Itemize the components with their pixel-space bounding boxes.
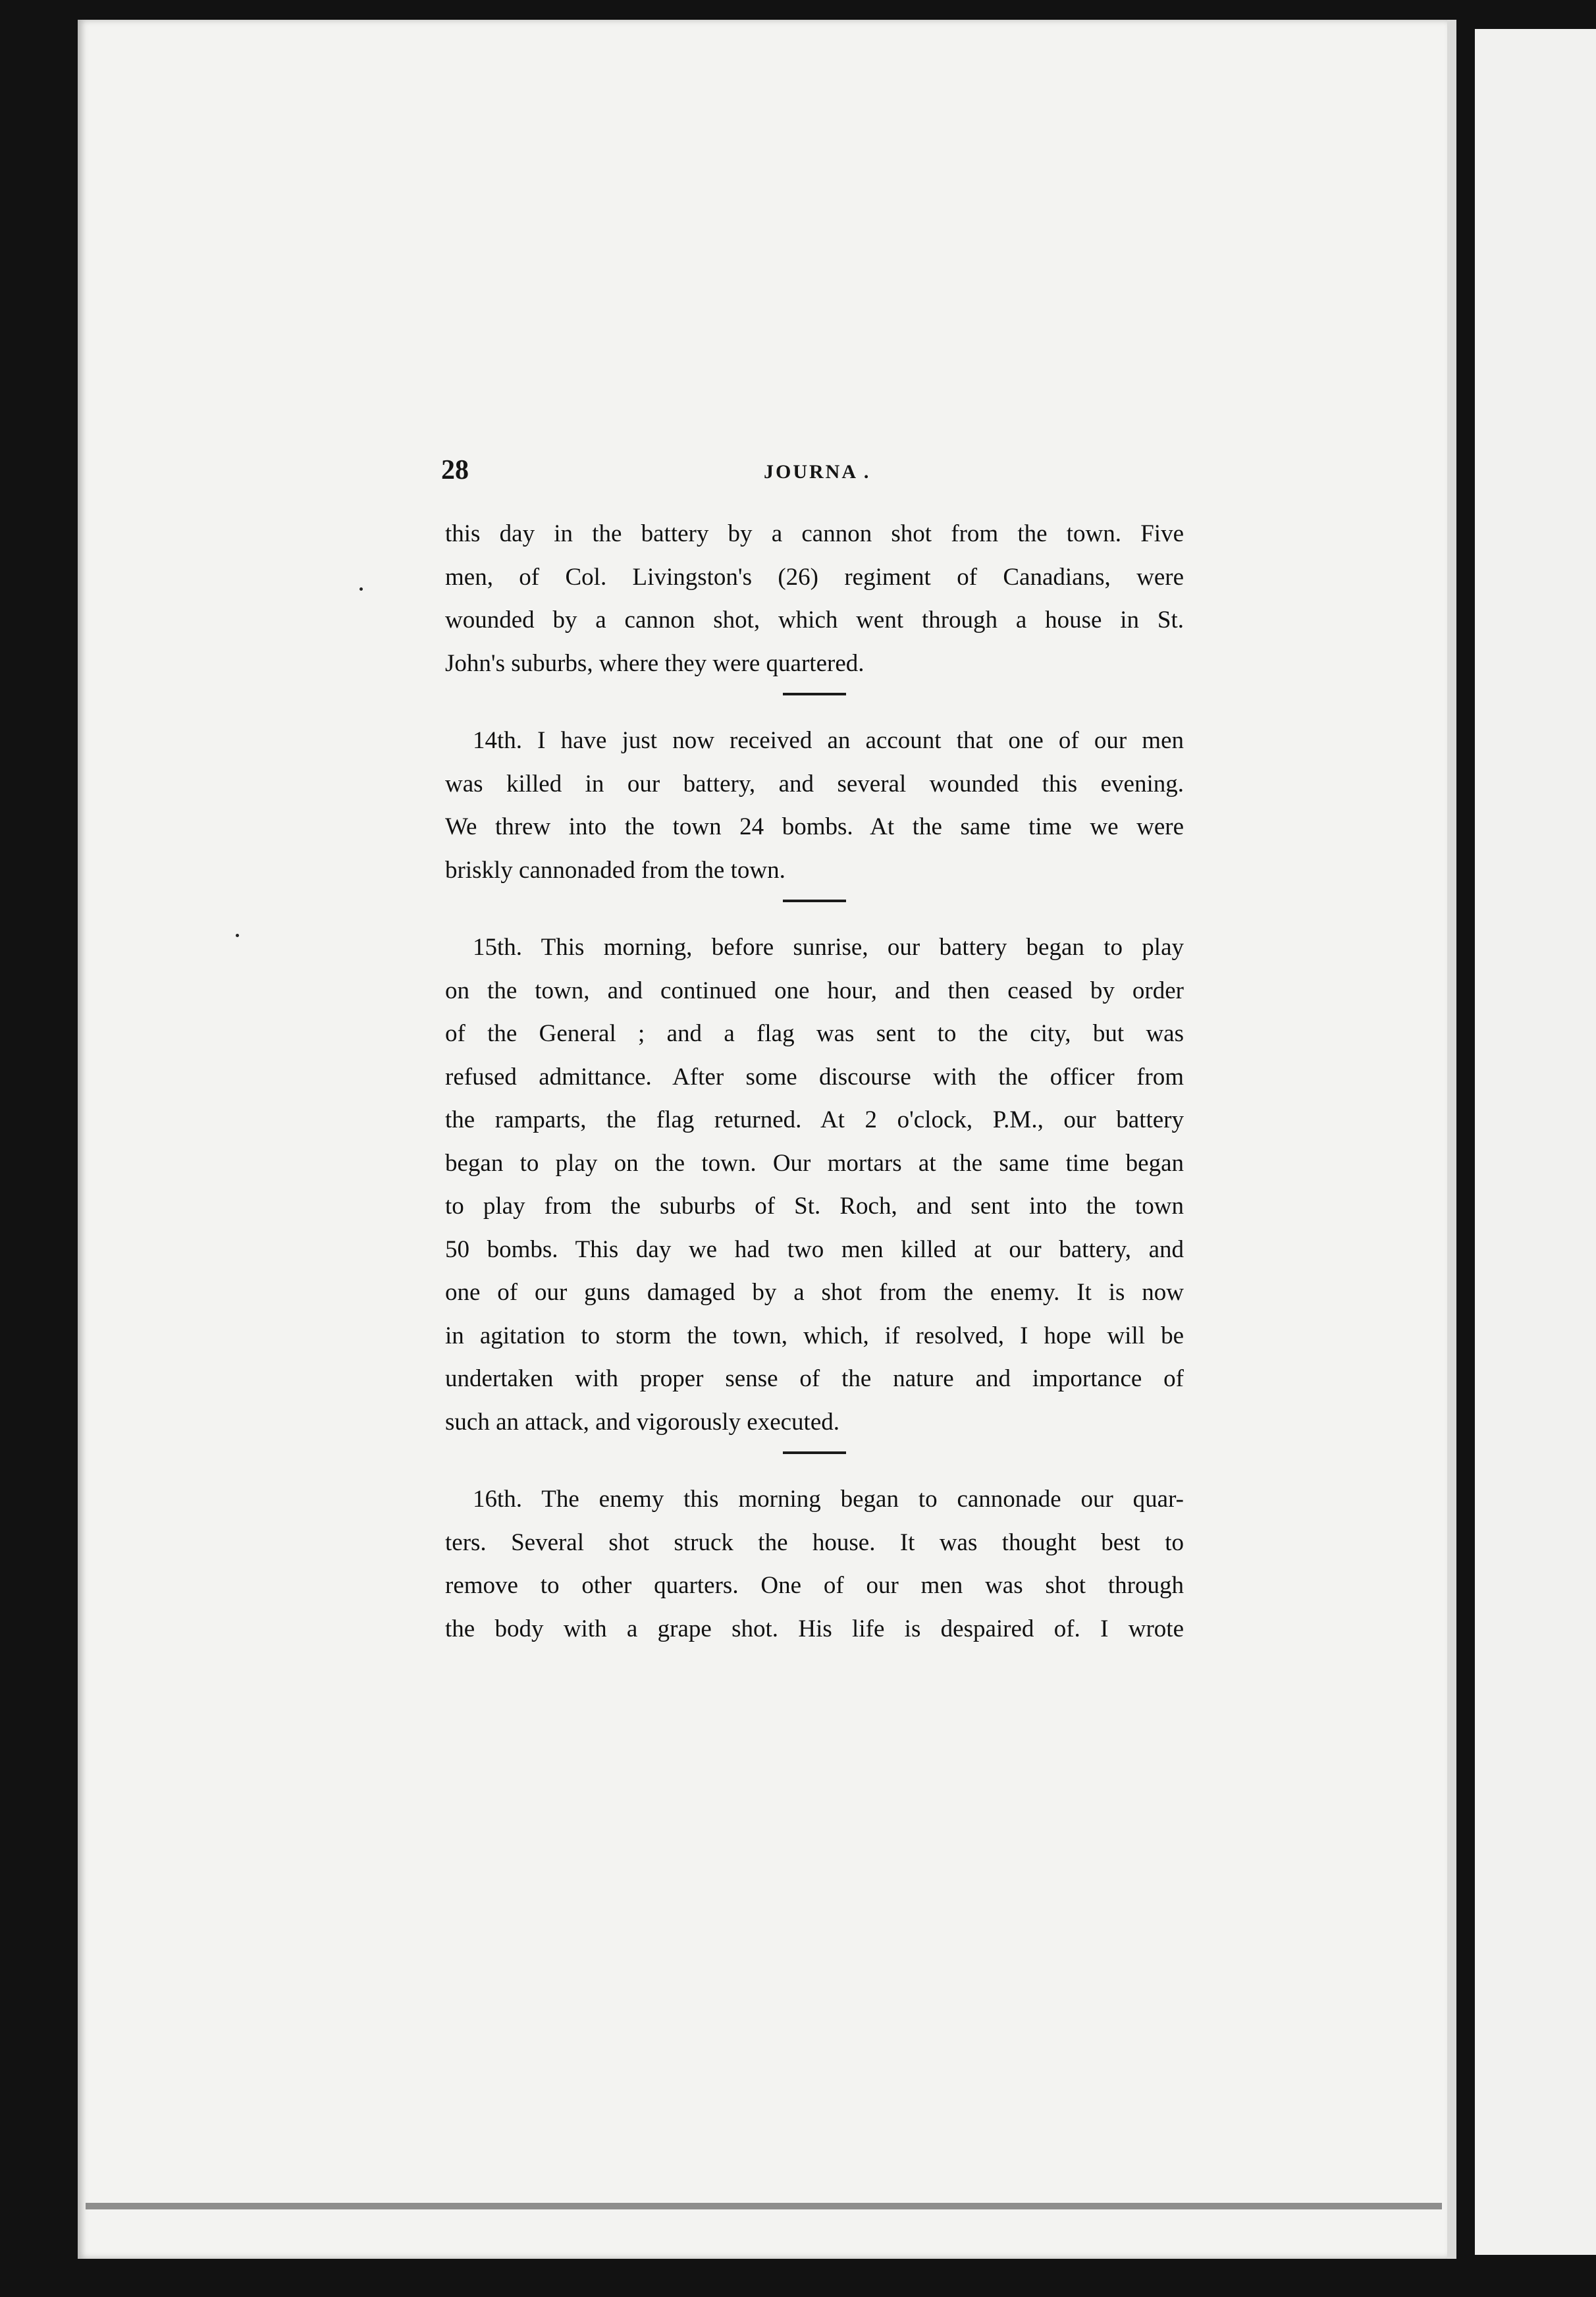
section-divider — [783, 1451, 846, 1454]
page-bottom-edge — [86, 2203, 1442, 2209]
text-line: was killed in our battery, and several wounded this evening. — [445, 770, 1184, 797]
text-line: such an attack, and vigorously executed. — [445, 1408, 839, 1436]
text-line: briskly cannonaded from the town. — [445, 856, 785, 884]
page-number: 28 — [441, 455, 469, 485]
scan-speck — [236, 934, 239, 937]
page-header — [441, 454, 1185, 494]
text-line: 15th. This morning, before sunrise, our battery began to play — [473, 934, 1184, 961]
text-line: of the General ; and a flag was sent to the city, but was — [445, 1020, 1184, 1047]
text-line: 50 bombs. This day we had two men killed at our battery, and — [445, 1235, 1184, 1263]
scan-speck — [359, 587, 363, 591]
text-line: the ramparts, the flag returned. At 2 o'clock, P.M., our battery — [445, 1106, 1184, 1133]
journal-text — [445, 512, 1184, 1650]
text-line: refused admittance. After some discourse with the officer from — [445, 1063, 1184, 1091]
page-edge — [1447, 20, 1456, 2259]
text-line: We threw into the town 24 bombs. At the same time we were — [445, 813, 1184, 840]
text-line: began to play on the town. Our mortars at the same time began — [445, 1149, 1184, 1177]
section-divider — [783, 693, 846, 695]
text-line: remove to other quarters. One of our men was shot through — [445, 1572, 1184, 1599]
text-line: 16th. The enemy this morning began to cannonade our quar- — [473, 1486, 1184, 1513]
text-line: 14th. I have just now received an account that one of our men — [473, 727, 1184, 754]
text-line: ters. Several shot struck the house. It was thought best to — [445, 1528, 1184, 1556]
section-divider — [783, 900, 846, 902]
text-line: John's suburbs, where they were quartered. — [445, 649, 864, 677]
text-line: the body with a grape shot. His life is despaired of. I wrote — [445, 1615, 1184, 1642]
text-line: this day in the battery by a cannon shot from the town. Five — [445, 520, 1184, 547]
running-head: JOURNA . — [764, 461, 871, 483]
text-line: one of our guns damaged by a shot from the enemy. It is now — [445, 1279, 1184, 1306]
text-line: undertaken with proper sense of the nature and importance of — [445, 1365, 1184, 1392]
text-line: in agitation to storm the town, which, if resolved, I hope will be — [445, 1322, 1184, 1349]
facing-page-strip — [1475, 29, 1596, 2255]
text-line: wounded by a cannon shot, which went through a house in St. — [445, 607, 1184, 634]
text-line: on the town, and continued one hour, and then ceased by order — [445, 977, 1184, 1004]
text-line: to play from the suburbs of St. Roch, and sent into the town — [445, 1193, 1184, 1220]
text-line: men, of Col. Livingston's (26) regiment of Canadians, were — [445, 563, 1184, 591]
